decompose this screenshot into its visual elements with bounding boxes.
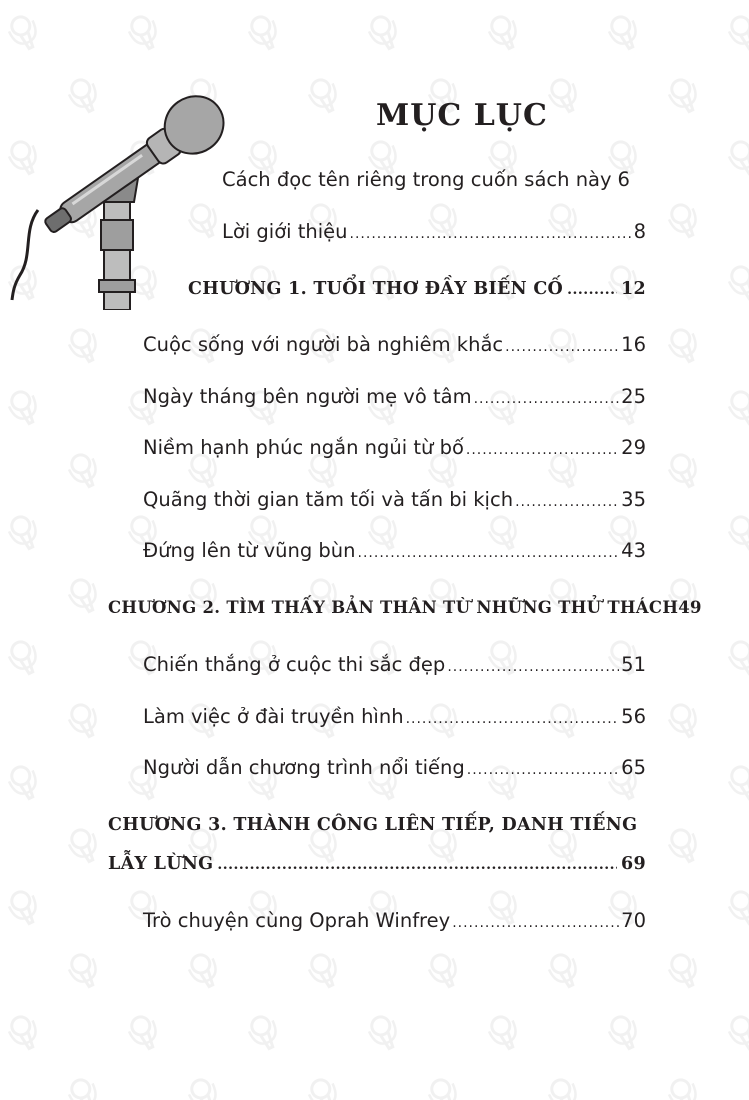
entry-label: Làm việc ở đài truyền hình	[143, 705, 404, 728]
entry-label: Cách đọc tên riêng trong cuốn sách này	[222, 168, 612, 191]
dot-leader	[447, 653, 619, 681]
dot-leader	[406, 705, 620, 733]
entry-label: Chiến thắng ở cuộc thi sắc đẹp	[143, 653, 446, 676]
entry-page-number: 25	[621, 385, 646, 408]
dot-leader	[467, 756, 619, 784]
toc-entry-introduction[interactable]	[222, 218, 646, 248]
toc-entry[interactable]	[143, 907, 646, 937]
dot-leader	[350, 220, 632, 248]
toc-entry[interactable]	[143, 754, 646, 784]
toc-entry[interactable]	[143, 651, 646, 681]
chapter-title: CHƯƠNG 2. TÌM THẤY BẢN THÂN TỪ NHỮNG THỬ THÁCH	[108, 598, 679, 617]
dot-leader	[515, 488, 619, 516]
dot-leader	[474, 385, 620, 413]
dot-leader	[452, 909, 619, 937]
chapter-title: CHƯƠNG 3. THÀNH CÔNG LIÊN TIẾP, DANH TIẾNG	[108, 815, 638, 835]
entry-page-number: 70	[621, 909, 646, 932]
toc-chapter-2[interactable]	[108, 594, 702, 622]
entry-label: Đứng lên từ vũng bùn	[143, 539, 356, 562]
entry-label: Cuộc sống với người bà nghiêm khắc	[143, 333, 504, 356]
entry-page-number: 51	[621, 653, 646, 676]
dot-leader	[466, 436, 619, 464]
entry-page-number: 29	[621, 436, 646, 459]
entry-page-number: 65	[621, 756, 646, 779]
entry-page-number: 6	[617, 168, 630, 191]
dot-leader	[217, 851, 617, 879]
microphone-on-stand-icon	[8, 70, 253, 310]
toc-chapter-3-line-1[interactable]	[108, 811, 637, 839]
toc-chapter-3-line-2[interactable]	[108, 850, 646, 879]
entry-label: Trò chuyện cùng Oprah Winfrey	[143, 909, 451, 932]
entry-label: Niềm hạnh phúc ngắn ngủi từ bố	[143, 436, 464, 459]
toc-entry-pronunciation[interactable]	[222, 166, 646, 194]
entry-page-number: 16	[621, 333, 646, 356]
entry-label: Người dẫn chương trình nổi tiếng	[143, 756, 465, 779]
toc-entry[interactable]	[143, 434, 646, 464]
toc-entry[interactable]	[143, 703, 646, 733]
chapter-page-number: 12	[621, 279, 646, 299]
chapter-page-number: 49	[678, 598, 702, 617]
entry-page-number: 8	[633, 220, 646, 243]
chapter-title-continued: LẪY LỪNG	[108, 854, 214, 874]
toc-entry[interactable]	[143, 383, 646, 413]
dot-leader	[358, 539, 620, 567]
dot-leader	[505, 333, 619, 361]
entry-page-number: 35	[621, 488, 646, 511]
toc-title: MỤC LỤC	[376, 98, 548, 133]
entry-page-number: 56	[621, 705, 646, 728]
toc-entry[interactable]	[143, 331, 646, 361]
entry-page-number: 43	[621, 539, 646, 562]
entry-label: Lời giới thiệu	[222, 220, 348, 243]
toc-chapter-1[interactable]	[188, 275, 646, 304]
toc-entry[interactable]	[143, 486, 646, 516]
chapter-title: CHƯƠNG 1. TUỔI THƠ ĐẦY BIẾN CỐ	[188, 279, 564, 299]
entry-label: Quãng thời gian tăm tối và tấn bi kịch	[143, 488, 514, 511]
toc-entry[interactable]	[143, 537, 646, 567]
chapter-page-number: 69	[621, 854, 646, 874]
entry-label: Ngày tháng bên người mẹ vô tâm	[143, 385, 472, 408]
dot-leader	[567, 276, 617, 304]
